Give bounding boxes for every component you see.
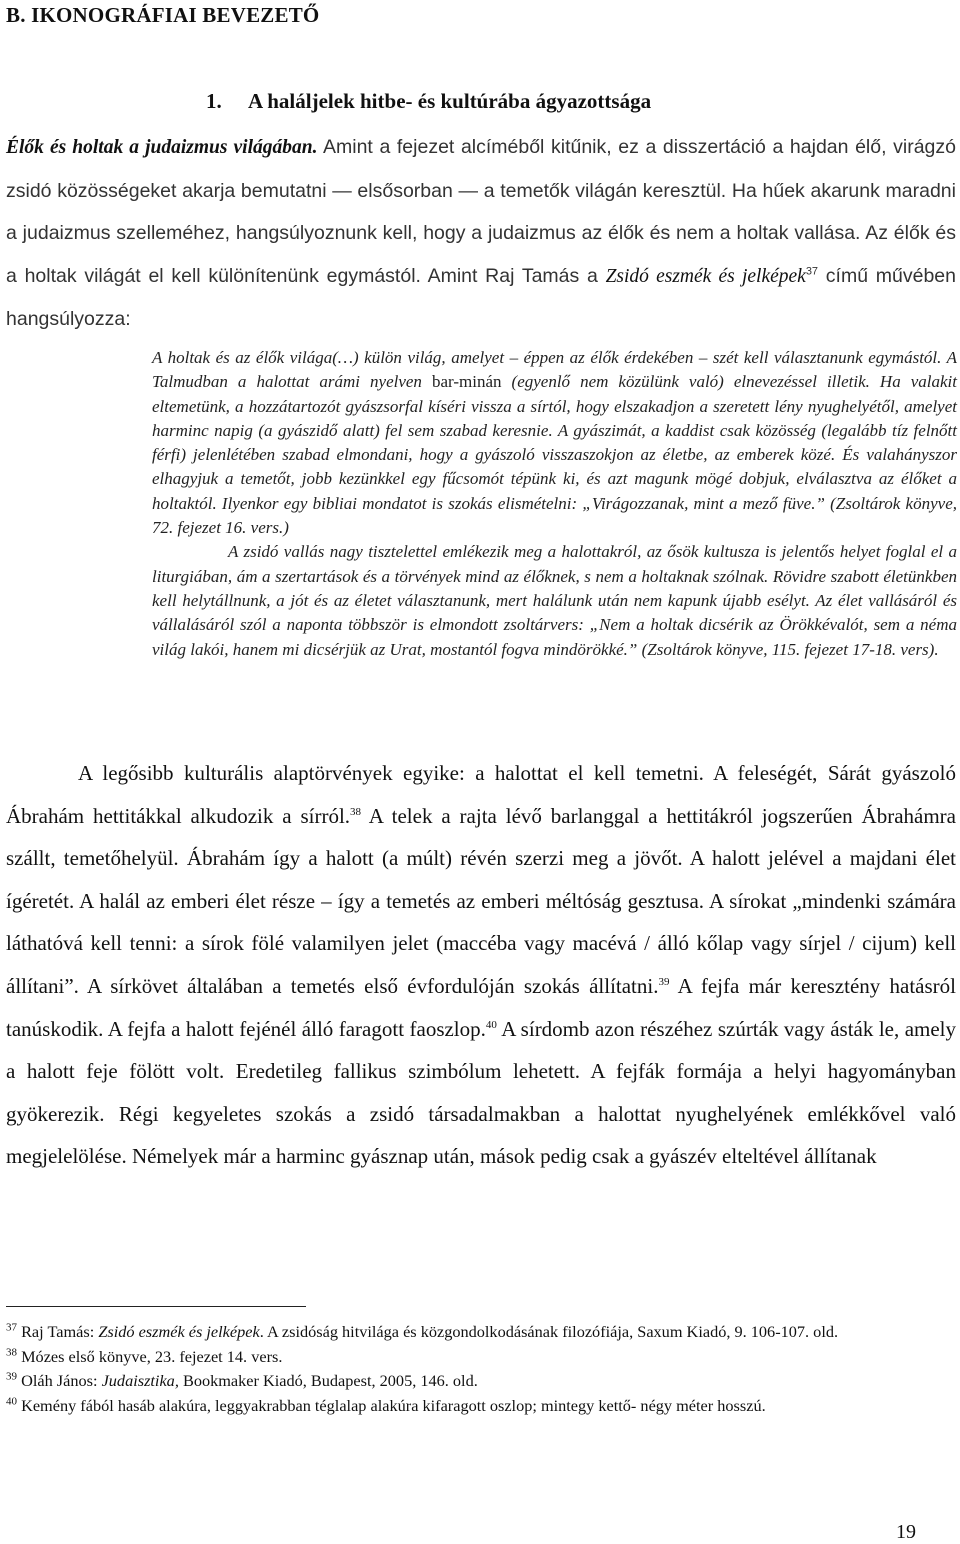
footnote-ref-40[interactable]: 40 bbox=[485, 1018, 497, 1031]
intro-text-after: című művében hangsúlyozza: bbox=[6, 264, 956, 331]
footnotes bbox=[6, 1320, 956, 1418]
quote-part2: (egyenlő nem közülünk való) elnevezéssel illetik. Ha valakit eltemetünk, a hozzátartozót gyászsorfal kíséri vissza a sírtól, hogy elszakadjon a szeretett lény nyughelyétől, amelyet harminc napig (a gyászidő alatt) fel sem szabad keresnie. A gyászimát, a kaddist csak közösség (legalább tíz felnőtt férfi) jelenlétében szabad elmondani, hogy a gyászoló visszaszokjon az életbe, az emberek közé. És valahányszor elhagyjuk a temetőt, jobb kezünkkel egy fűcsomót tépünk ki, és azt magunk mögé dobjuk, elválasztva az élőket a holtaktól. Ilyenkor egy bibliai mondatot is szokás elismételni: „Virágozzanak, mint a mező füve.” (Zsoltárok könyve, 72. fejezet 16. vers.) bbox=[152, 372, 958, 538]
footnote-title: Zsidó eszmék és jelképek bbox=[98, 1322, 260, 1341]
body-paragraph bbox=[6, 752, 956, 1178]
intro-text-before: Amint a fejezet alcíméből kitűnik, ez a disszertáció a hajdan élő, virágzó zsidó közösségeket akarja bemutatni — elsősorban — a temetők világán keresztül. Ha hűek akarunk maradni a judaizmus szelleméhez, hangsúlyoznunk kell, hogy a judaizmus az élők és nem a holtak vallása. Az élők és a holtak világát el kell különítenünk egymástól. Amint Raj Tamás a bbox=[6, 136, 956, 287]
intro-paragraph bbox=[6, 126, 956, 341]
footnote-author: Oláh János: bbox=[17, 1371, 102, 1390]
footnote-separator bbox=[6, 1306, 306, 1307]
footnote-title: Judaisztika, bbox=[101, 1371, 179, 1390]
footnote-ref-38[interactable]: 38 bbox=[350, 805, 362, 818]
quote-bar-minan: bar-minán bbox=[431, 372, 502, 392]
footnote-38 bbox=[6, 1345, 956, 1370]
footnote-number: 39 bbox=[6, 1370, 17, 1383]
footnote-ref-39[interactable]: 39 bbox=[658, 975, 670, 988]
body-sentence-4: A sírdomb azon részéhez szúrták vagy ásták le, amely a halott feje fölött volt. Eredetileg fallikus szimbólum lehetett. A fejfák formája a helyi hagyományban gyökerezik. Régi kegyeletes szokás a zsidó társadalmakban a halottat nyughelyének emlékkővel való megjelelölése. Némelyek már a harminc gyásznap után, mások pedig csak a gyászév elteltével állítanak bbox=[6, 1016, 957, 1169]
section-title: 1. A haláljelek hitbe- és kultúrába ágyazottsága bbox=[206, 89, 652, 113]
footnote-39 bbox=[6, 1369, 956, 1394]
intro-book-title: Zsidó eszmék és jelképek bbox=[605, 265, 806, 287]
chapter-title: B. IKONOGRÁFIAI BEVEZETŐ bbox=[6, 3, 320, 27]
quote-part3: A zsidó vallás nagy tisztelettel emlékezik meg a halottakról, az ősök kultusza is jelentős helyet foglal el a liturgiában, ám a szertartások és a törvények mind az élőknek, s nem a holtaknak szólnak. Rövidre szabott életünkben kell helytállnunk, a jót és az életet választanunk, mert halálunk után nem kapunk újabb esélyt. Az élet vallásáról és vállalásáról szól a naponta többször is elmondott zsoltárvers: „Nem a holtak dicsérik az Örökkévalót, sem a néma világ lakói, hanem mi dicsérjük az Urat, mostantól fogva mindörökké.” (Zsoltárok könyve, 115. fejezet 17-18. vers). bbox=[152, 542, 957, 659]
quote-part1: A holtak és az élők világa(…) külön világ, amelyet – éppen az élők érdekében – szét kell választanunk egymástól. A Talmudban a halottat arámi nyelven bbox=[152, 348, 957, 392]
footnote-number: 38 bbox=[6, 1346, 17, 1359]
footnote-number: 40 bbox=[6, 1395, 17, 1408]
footnote-text: Mózes első könyve, 23. fejezet 14. vers. bbox=[17, 1346, 283, 1366]
footnote-author: Raj Tamás: bbox=[17, 1322, 99, 1341]
body-sentence-3: A fejfa már keresztény hatásról tanúskodik. A fejfa a halott fejénél álló faragott faoszlop. bbox=[6, 973, 956, 1041]
footnote-number: 37 bbox=[6, 1321, 17, 1334]
body-sentence-2: A telek a rajta lévő barlanggal a hettitákról jogszerűen Ábrahámra szállt, temetőhelyül. Ábrahám így a halott (a múlt) révén szerzi meg a jövőt. A halott jelével a majdani élet ígéretét. A halál az emberi élet része – így a temetés az emberi méltóság gesztusa. A sírokat „mindenki számára láthatóvá kell tenni: a sírok fölé valamilyen jelet (maccéba vagy macévá / álló kőlap vagy sírjel / cijum) kell állítani”. A sírkövet általában a temetés első évfordulóján szokás állítatni. bbox=[6, 803, 956, 998]
block-quote bbox=[152, 346, 957, 662]
footnote-40 bbox=[6, 1394, 956, 1419]
footnote-text: Kemény fából hasáb alakúra, leggyakrabban téglalap alakúra kifaragott oszlop; mintegy kettő- négy méter hosszú. bbox=[17, 1395, 766, 1415]
intro-lead: Élők és holtak a judaizmus világában. bbox=[6, 137, 318, 158]
page-number: 19 bbox=[896, 1521, 916, 1543]
footnote-rest: . A zsidóság hitvilága és közgondolkodásának filozófiája, Saxum Kiadó, 9. 106-107. old. bbox=[259, 1322, 839, 1341]
footnote-37 bbox=[6, 1320, 956, 1345]
footnote-ref-37[interactable]: 37 bbox=[805, 265, 819, 278]
footnote-rest: Bookmaker Kiadó, Budapest, 2005, 146. old. bbox=[178, 1371, 478, 1390]
body-sentence-1: A legősibb kulturális alaptörvények egyike: a halottat el kell temetni. A feleségét, Sárát gyászoló Ábrahám hettitákkal alkudozik a sírról. bbox=[6, 761, 956, 828]
